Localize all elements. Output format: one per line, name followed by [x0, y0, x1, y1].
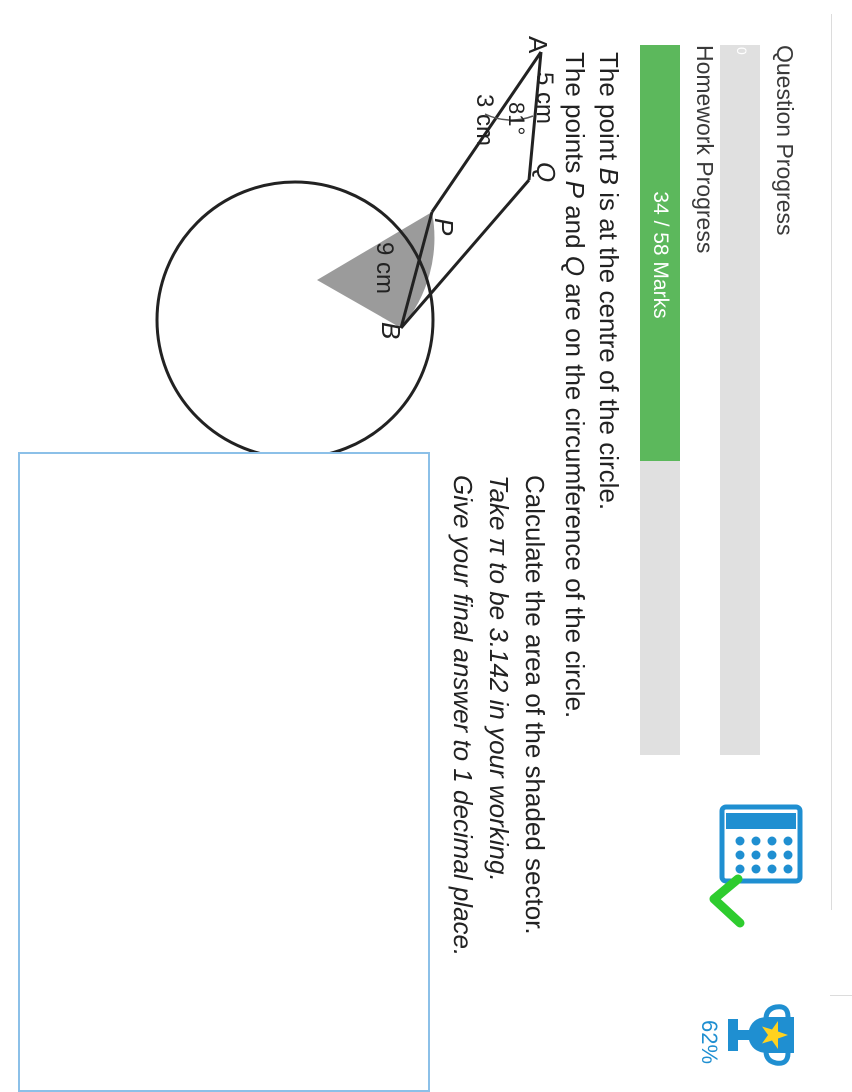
- label-B: B: [376, 322, 406, 340]
- homework-progress-bar: [640, 45, 680, 755]
- trophy-percent: 62%: [697, 1020, 722, 1065]
- label-AQ: 5 cm: [531, 72, 558, 125]
- question-line-1: The point B is at the centre of the circle.: [594, 52, 624, 511]
- label-P: P: [429, 218, 459, 236]
- question-progress-value: 0: [734, 47, 750, 55]
- instruction-decimal: Give your final answer to 1 decimal place.: [448, 475, 478, 957]
- question-line-2: The points P and Q are on the circumference of the circle.: [560, 52, 590, 719]
- instruction-pi: Take π to be 3.142 in your working.: [484, 475, 514, 882]
- homework-progress-label: Homework Progress: [692, 45, 718, 254]
- check-mark-icon: [706, 875, 744, 927]
- trophy-icon: [722, 1003, 802, 1067]
- label-Q: Q: [531, 162, 561, 183]
- label-A: A: [523, 36, 553, 54]
- sidebar-card-border: [831, 14, 832, 910]
- question-progress-bar: [720, 45, 760, 755]
- homework-progress-text: 34 / 58 Marks: [649, 191, 672, 319]
- geometry-diagram: [257, 22, 561, 442]
- label-BP: 9 cm: [371, 242, 398, 295]
- label-angle-A: 81°: [504, 102, 529, 136]
- instruction-calculate: Calculate the area of the shaded sector.: [520, 475, 550, 935]
- calculator-icon[interactable]: [720, 805, 802, 885]
- label-AP: 3 cm: [471, 94, 498, 147]
- question-progress-label: Question Progress: [772, 45, 798, 236]
- answer-input-area[interactable]: [18, 452, 430, 1092]
- trophy-card-border: [830, 995, 852, 996]
